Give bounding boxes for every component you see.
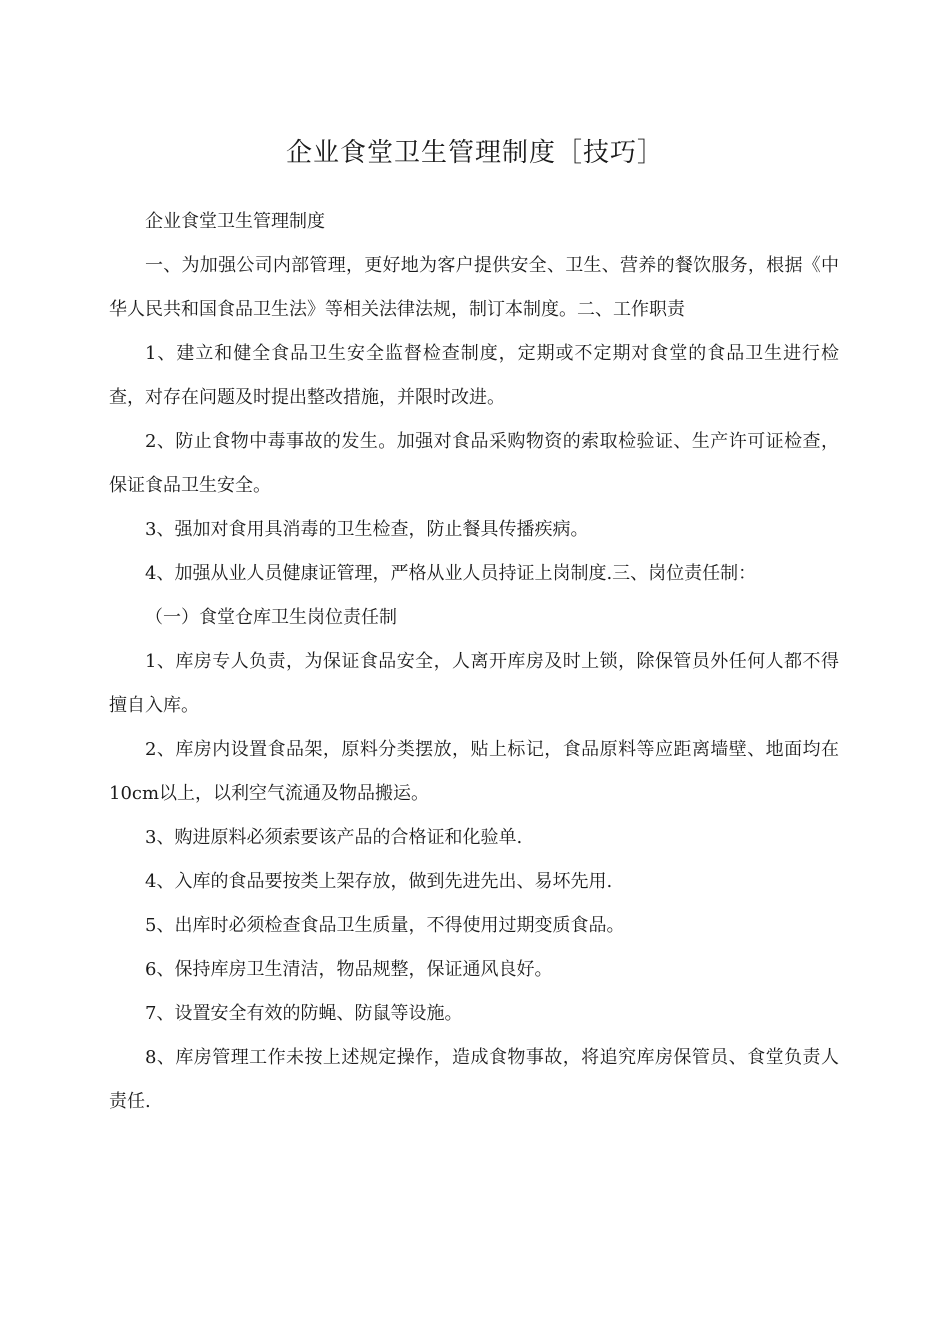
paragraph-heading: 企业食堂卫生管理制度: [145, 211, 325, 232]
paragraph-subsection-1: （一）食堂仓库卫生岗位责任制: [145, 607, 397, 628]
paragraph-section-1: 一、为加强公司内部管理，更好地为客户提供安全、卫生、营养的餐饮服务，根据《中华人民共和国食品卫生法》等相关法律法规，制订本制度。二、工作职责: [109, 255, 839, 320]
paragraph-rule-5: 5、出库时必须检查食品卫生质量，不得使用过期变质食品。: [145, 915, 625, 936]
paragraph-duty-3: 3、强加对食用具消毒的卫生检查，防止餐具传播疾病。: [145, 519, 589, 540]
paragraph-duty-4: 4、加强从业人员健康证管理，严格从业人员持证上岗制度.三、岗位责任制：: [145, 563, 757, 584]
paragraph-rule-4: 4、入库的食品要按类上架存放，做到先进先出、易坏先用.: [145, 871, 613, 892]
document-title: 企业食堂卫生管理制度［技巧］: [285, 138, 664, 168]
paragraph-duty-1: 1、建立和健全食品卫生安全监督检查制度，定期或不定期对食堂的食品卫生进行检查，对存在问题及时提出整改措施，并限时改进。: [109, 343, 839, 408]
paragraph-rule-1: 1、库房专人负责，为保证食品安全，人离开库房及时上锁，除保管员外任何人都不得擅自入库。: [109, 651, 839, 716]
paragraph-rule-2: 2、库房内设置食品架，原料分类摆放，贴上标记，食品原料等应距离墙壁、地面均在10cm以上，以利空气流通及物品搬运。: [109, 739, 839, 804]
paragraph-rule-6: 6、保持库房卫生清洁，物品规整，保证通风良好。: [145, 959, 553, 980]
paragraph-rule-3: 3、购进原料必须索要该产品的合格证和化验单.: [145, 827, 523, 848]
document-body: [109, 200, 839, 1124]
paragraph-rule-7: 7、设置安全有效的防蝇、防鼠等设施。: [145, 1003, 463, 1024]
paragraph-rule-8: 8、库房管理工作未按上述规定操作，造成食物事故，将追究库房保管员、食堂负责人责任.: [109, 1047, 839, 1112]
paragraph-duty-2: 2、防止食物中毒事故的发生。加强对食品采购物资的索取检验证、生产许可证检查，保证食品卫生安全。: [109, 431, 839, 496]
